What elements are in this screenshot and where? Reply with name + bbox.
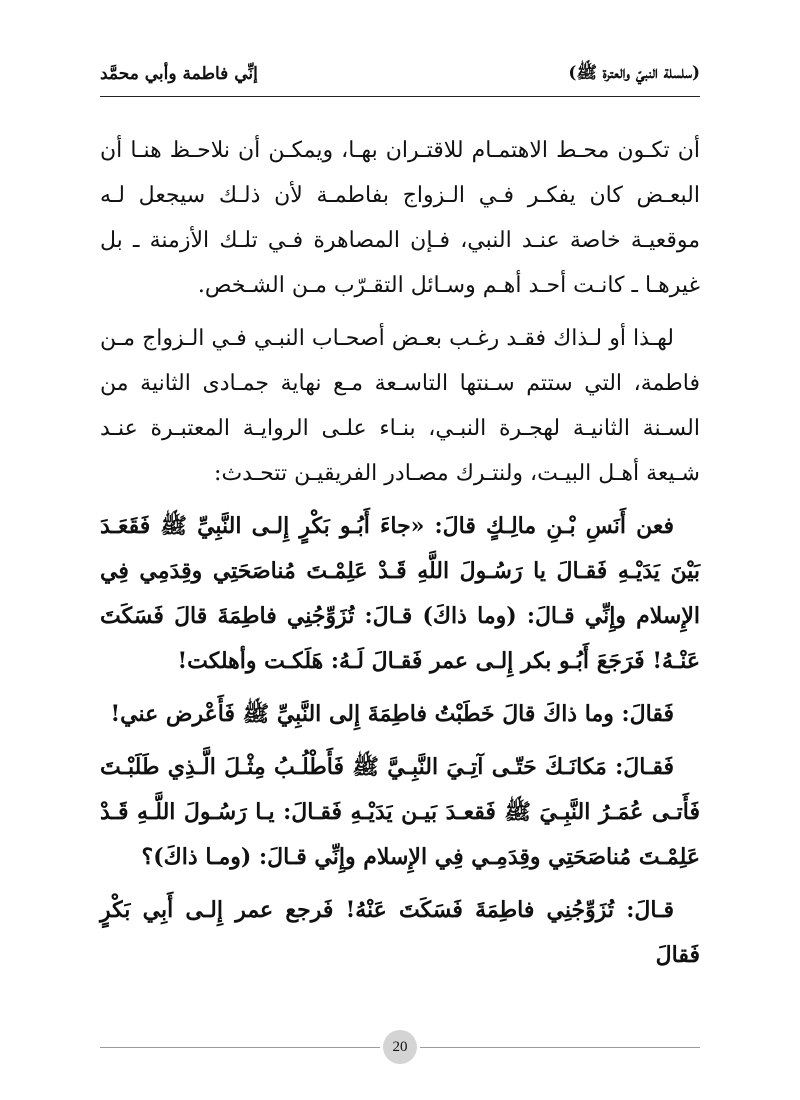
footer-rule-right bbox=[420, 1047, 700, 1048]
hadith-paragraph: قـالَ: تُزَوِّجُنِي فاطِمَةَ فَسَكَتَ عَنْهُ! فَرجع عمر إِلـى أَبِي بَكْرٍ فَقالَ bbox=[100, 897, 700, 968]
hadith-paragraph: فَقالَ: وما ذاكَ قالَ خَطَبْتُ فاطِمَةَ إِلى النَّبِيِّ ﷺ فَأَعْرض عني! bbox=[110, 701, 674, 727]
page-number-badge bbox=[383, 1030, 417, 1064]
page-number: 20 bbox=[392, 1038, 408, 1055]
series-title: (سلسلة النبيّ والعترة ﷺ) bbox=[568, 62, 700, 83]
hadith-paragraph: فعن أَنَسِ بْـنِ مالِـكٍ قالَ: «جاءَ أَبُـو بَكْرٍ إِلـى النَّبِيِّ ﷺ فَقَعَـدَ بَيْنَ يَدَيْـهِ فَقـالَ يا رَسُـولَ اللَّهِ قَـدْ عَلِمْـتَ مُناصَحَتِي وقِدَمِي فِي الإِسلام وإِنِّي قـالَ: (وما ذاكَ) قـالَ: تُزَوِّجُنِي فاطِمَةَ قالَ فَسَكَتَ عَنْـهُ! فَرَجَعَ أَبُـو بكر إِلـى عمر فَقـالَ لَـهُ: هَلَكـت وأهلكت! bbox=[100, 513, 700, 674]
body-text bbox=[100, 128, 700, 986]
running-header bbox=[100, 58, 700, 90]
paragraph: أن تكـون محـط الاهتمـام للاقتـران بهـا، ويمكـن أن نلاحـظ هنـا أن البعـض كان يفكـر فـي الـزواج بفاطمـة لأن ذلـك سيجعل لـه موقعيـة خاصة عنـد النبي، فـإن المصاهرة فـي تلـك الأزمنة ـ بل غيرهـا ـ كانـت أحـد أهـم وسـائل التقـرّب مـن الشـخص. bbox=[100, 138, 700, 298]
book-title: إنِّي فاطمة وأبي محمَّد bbox=[100, 64, 258, 84]
hadith-paragraph: فَقـالَ: مَكانَـكَ حَتّـى آتِـيَ النَّبِـيَّ ﷺ فَأَطْلُـبُ مِثْـلَ الَّـذِي طَلَبْـتَ فَأَتـى عُمَـرُ النَّبِـيَ ﷺ فَقعـدَ بَيـن يَدَيْـهِ فَقـالَ: يـا رَسُـولَ اللَّـهِ قَـدْ عَلِمْـتَ مُناصَحَتِي وقِدَمِـي فِي الإِسلام وإِنِّي قـالَ: (ومـا ذاكَ)؟ bbox=[100, 754, 700, 870]
footer-rule-left bbox=[100, 1047, 380, 1048]
header-rule bbox=[100, 96, 700, 97]
paragraph: لهـذا أو لـذاك فقـد رغـب بعـض أصحـاب النبـي فـي الـزواج مـن فاطمة، التي ستتم سـنتها التاسـعة مـع نهاية جمـادى الثانية من السـنة الثانيـة لهجـرة النبـي، بنـاء علـى الروايـة المعتبـرة عنـد شـيعة أهـل البيـت، ولنتـرك مصـادر الفريقيـن تتحـدث: bbox=[100, 326, 700, 486]
